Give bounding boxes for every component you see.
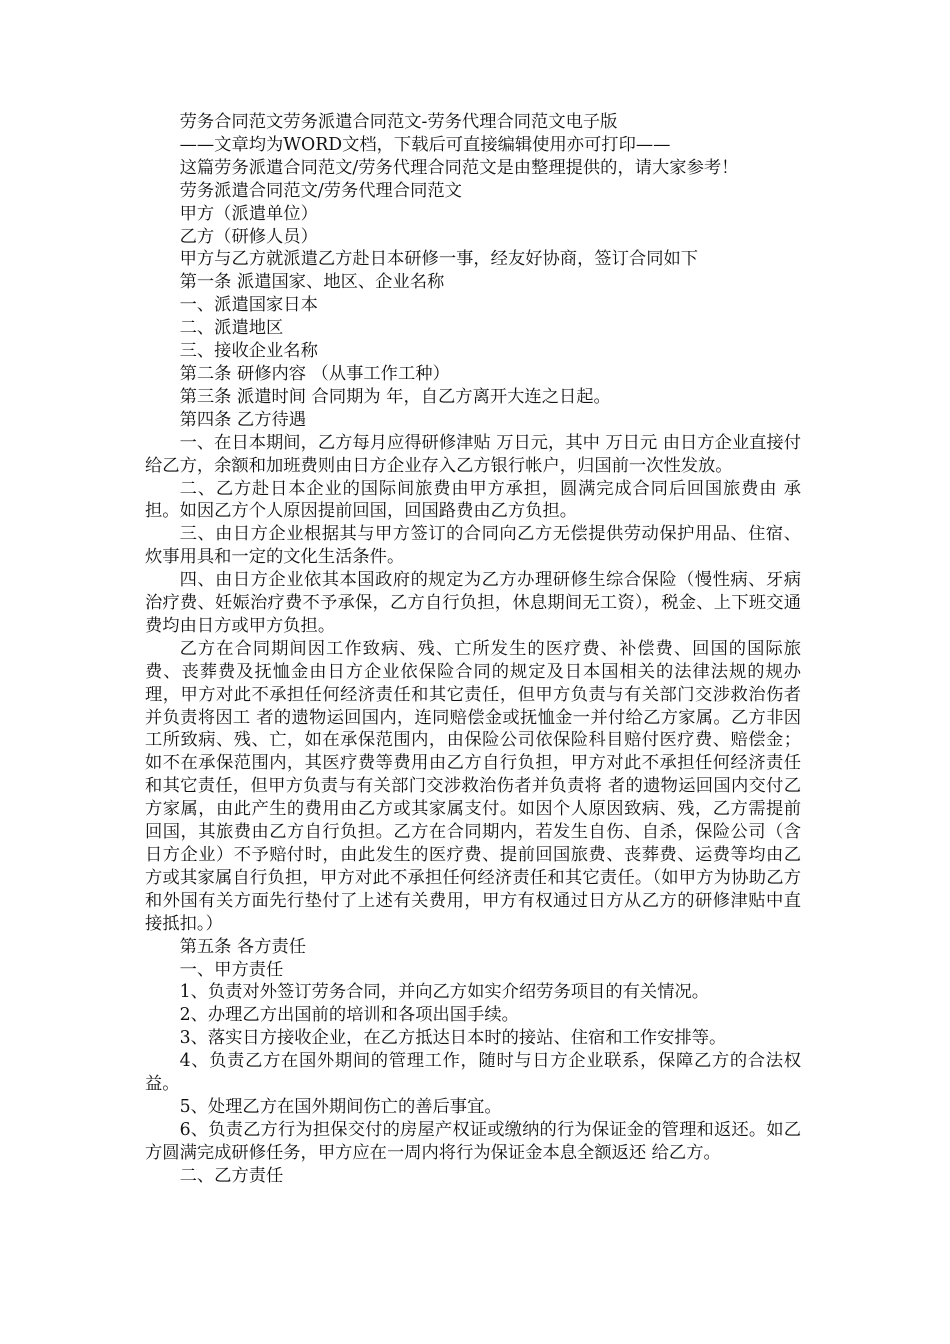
- party-a-duty-2: 2、办理乙方出国前的培训和各项出国手续。: [179, 1005, 519, 1026]
- doc-title: 劳务合同范文劳务派遣合同范文-劳务代理合同范文电子版: [179, 112, 618, 132]
- document-page: [145, 111, 801, 1188]
- party-a-duty-5: 5、处理乙方在国外期间伤亡的善后事宜。: [179, 1096, 502, 1117]
- article-4-item-1: 一、在日本期间，乙方每月应得研修津贴 万日元，其中 万日元 由日方企业直接付给乙方，余额和加班费则由日方企业存入乙方银行帐户，归国前一次性发放。: [145, 432, 801, 476]
- party-b-line: 乙方（研修人员）: [179, 226, 318, 247]
- party-a-duty-6: 6、负责乙方行为担保交付的房屋产权证或缴纳的行为保证金的管理和返还。如乙方圆满完成研修任务，甲方应在一周内将行为保证金本息全额返还 给乙方。: [145, 1119, 801, 1163]
- party-b-duties-heading: 二、乙方责任: [179, 1165, 284, 1186]
- party-a-duties-heading: 一、甲方责任: [179, 959, 284, 980]
- article-4-item-4: 四、由日方企业依其本国政府的规定为乙方办理研修生综合保险（慢性病、牙病治疗费、妊娠治疗费不予承保，乙方自行负担，休息期间无工资），税金、上下班交通费均由日方或甲方负担。: [145, 570, 801, 636]
- article-1-item-2: 二、派遣地区: [179, 318, 284, 339]
- party-a-duty-1: 1、负责对外签订劳务合同，并向乙方如实介绍劳务项目的有关情况。: [179, 982, 710, 1003]
- contract-heading: 劳务派遣合同范文/劳务代理合同范文: [179, 180, 462, 201]
- article-2-heading: 第二条 研修内容 （从事工作工种）: [179, 363, 450, 384]
- article-3-heading: 第三条 派遣时间 合同期为 年，自乙方离开大连之日起。: [179, 386, 611, 407]
- party-a-duty-3: 3、落实日方接收企业，在乙方抵达日本时的接站、住宿和工作安排等。: [179, 1028, 727, 1049]
- party-a-duty-4: 4、负责乙方在国外期间的管理工作，随时与日方企业联系，保障乙方的合法权益。: [145, 1051, 801, 1095]
- party-a-line: 甲方（派遣单位）: [179, 203, 318, 224]
- article-1-item-1: 一、派遣国家日本: [179, 295, 318, 316]
- doc-intro: 这篇劳务派遣合同范文/劳务代理合同范文是由整理提供的，请大家参考！: [179, 157, 739, 178]
- article-4-item-2: 二、乙方赴日本企业的国际间旅费由甲方承担，圆满完成合同后回国旅费由 承担。如因乙方个人原因提前回国，回国路费由乙方负担。: [145, 478, 801, 522]
- doc-subtitle: ——文章均为WORD文档，下载后可直接编辑使用亦可打印——: [179, 134, 671, 155]
- injury-clause-paragraph: 乙方在合同期间因工作致病、残、亡所发生的医疗费、补偿费、回国的国际旅费、丧葬费及抚恤金由日方企业依保险合同的规定及日本国相关的法律法规的规办理，甲方对此不承担任何经济责任和其它责任，但甲方负责与有关部门交涉救治伤者并负责将因工 者的遗物运回国内，连同赔偿金或抚恤金一并付给乙方家属。乙方非因工所致病、残、亡，如在承保范围内，由保险公司依保险科目赔付医疗费、赔偿金；如不在承保范围内，其医疗费等费用由乙方自行负担，甲方对此不承担任何经济责任和其它责任，但甲方负责与有关部门交涉救治伤者并负责将 者的遗物运回国内交付乙方家属，由此产生的费用由乙方或其家属支付。如因个人原因致病、残，乙方需提前回国，其旅费由乙方自行负担。乙方在合同期内，若发生自伤、自杀，保险公司（含日方企业）不予赔付时，由此发生的医疗费、提前回国旅费、丧葬费、运费等均由乙方或其家属自行负担，甲方对此不承担任何经济责任和其它责任。（如甲方为协助乙方和外国有关方面先行垫付了上述有关费用，甲方有权通过日方从乙方的研修津贴中直接抵扣。）: [145, 638, 801, 934]
- preamble-paragraph: 甲方与乙方就派遣乙方赴日本研修一事，经友好协商，签订合同如下: [179, 249, 699, 270]
- article-4-item-3: 三、由日方企业根据其与甲方签订的合同向乙方无偿提供劳动保护用品、住宿、炊事用具和一定的文化生活条件。: [145, 524, 801, 568]
- article-1-heading: 第一条 派遣国家、地区、企业名称: [179, 272, 445, 293]
- article-4-heading: 第四条 乙方待遇: [179, 409, 307, 430]
- article-1-item-3: 三、接收企业名称: [179, 341, 318, 362]
- article-5-heading: 第五条 各方责任: [179, 936, 307, 957]
